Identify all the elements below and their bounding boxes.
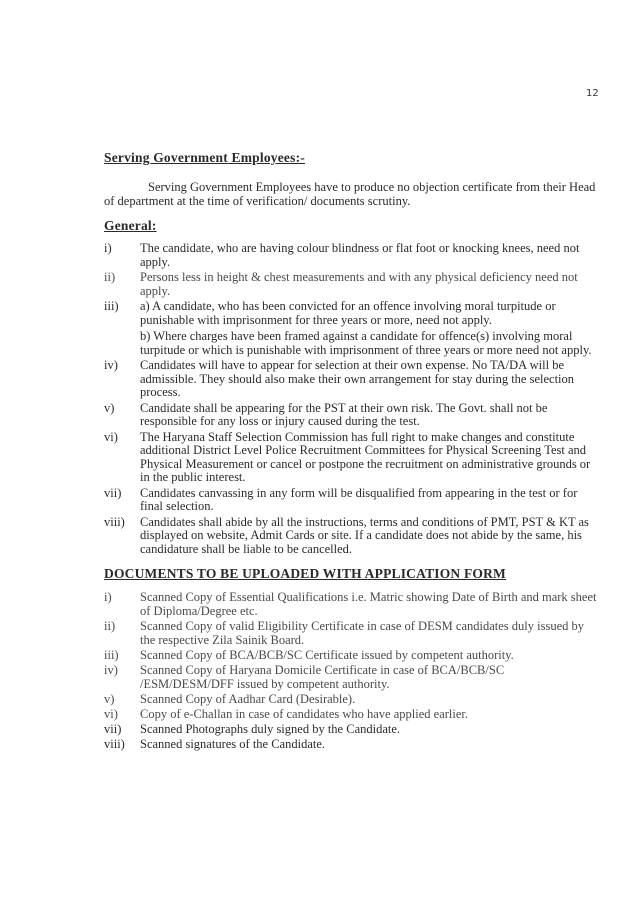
item-number: v) — [104, 692, 115, 706]
item-text: Scanned Copy of Aadhar Card (Desirable). — [140, 692, 356, 706]
serving-heading: Serving Government Employees:- — [104, 150, 305, 165]
general-item — [104, 402, 600, 429]
document-item — [104, 692, 600, 706]
item-text: Scanned Copy of Essential Qualifications i.e. Matric showing Date of Birth and mark sheet of Diploma/Degree etc. — [140, 590, 597, 618]
item-text: Scanned Photographs duly signed by the Candidate. — [140, 722, 401, 736]
item-number: viii) — [104, 514, 125, 529]
item-text: The Haryana Staff Selection Commission has full right to make changes and constitute additional District Level Police Recruitment Committees for Physical Screening Test and Physical Measurement or cancel or postpone the recruitment on administrative grounds or in the public interest. — [140, 429, 591, 484]
item-number: vii) — [104, 722, 122, 736]
serving-paragraph: Serving Government Employees have to produce no objection certificate from their Head of department at the time of verification/ documents scrutiny. — [104, 180, 596, 208]
item-number: iv) — [104, 663, 118, 677]
general-item — [104, 487, 600, 514]
general-item — [104, 242, 600, 269]
document-item — [104, 663, 600, 691]
item-text: Candidates will have to appear for selection at their own expense. No TA/DA will be admissible. They should also make their own arrangement for stay during the selection process. — [140, 358, 575, 399]
item-text: Scanned Copy of BCA/BCB/SC Certificate issued by competent authority. — [140, 648, 514, 662]
item-number: v) — [104, 400, 115, 415]
item-text: Persons less in height & chest measurements and with any physical deficiency need not apply. — [140, 270, 578, 298]
general-list — [104, 242, 600, 556]
item-subtext-a: a) A candidate, who has been convicted for an offence involving moral turpitude or punishable with imprisonment for three years or more, need not apply. — [140, 299, 556, 327]
item-number: ii) — [104, 270, 116, 284]
document-item — [104, 590, 600, 618]
item-text: Scanned Copy of valid Eligibility Certificate in case of DESM candidates duly issued by the respective Zila Sainik Board. — [140, 619, 585, 647]
general-item — [104, 431, 600, 485]
general-item — [104, 359, 600, 400]
item-number: iv) — [104, 358, 118, 372]
item-text: Scanned Copy of Haryana Domicile Certificate in case of BCA/BCB/SC /ESM/DESM/DFF issued by competent authority. — [140, 663, 505, 691]
general-item — [104, 516, 600, 557]
documents-list — [104, 590, 600, 751]
item-number: vi) — [104, 429, 118, 444]
document-item — [104, 619, 600, 647]
page-number: 12 — [586, 88, 599, 99]
item-text: Copy of e-Challan in case of candidates who have applied earlier. — [140, 707, 469, 721]
item-number: vii) — [104, 485, 122, 500]
item-number: iii) — [104, 648, 119, 662]
item-text: Candidates shall abide by all the instructions, terms and conditions of PMT, PST & KT as displayed on website, Admit Cards or site. If a candidate does not abide by the same, his candidature shall be liable to be cancelled. — [140, 514, 589, 556]
document-item — [104, 648, 600, 662]
item-text: The candidate, who are having colour blindness or flat foot or knocking knees, need not apply. — [140, 241, 580, 269]
general-heading: General: — [104, 218, 157, 233]
item-number: vi) — [104, 707, 118, 721]
general-item — [104, 271, 600, 298]
general-item — [104, 300, 600, 357]
document-item — [104, 707, 600, 721]
item-number: viii) — [104, 737, 125, 751]
documents-heading: DOCUMENTS TO BE UPLOADED WITH APPLICATION FORM — [104, 566, 506, 581]
item-number: i) — [104, 590, 112, 604]
document-item — [104, 737, 600, 751]
item-text: Candidates canvassing in any form will be disqualified from appearing in the test or for final selection. — [140, 485, 578, 513]
item-text: Scanned signatures of the Candidate. — [140, 737, 326, 751]
item-subtext-b: b) Where charges have been framed against a candidate for offence(s) involving moral turpitude or which is punishable with imprisonment of three years or more need not apply. — [140, 329, 592, 357]
item-number: i) — [104, 241, 112, 255]
document-item — [104, 722, 600, 736]
document-body — [104, 150, 600, 752]
item-number: ii) — [104, 619, 116, 633]
item-number: iii) — [104, 299, 119, 313]
item-text: Candidate shall be appearing for the PST at their own risk. The Govt. shall not be responsible for any loss or injury caused during the test. — [140, 400, 548, 428]
